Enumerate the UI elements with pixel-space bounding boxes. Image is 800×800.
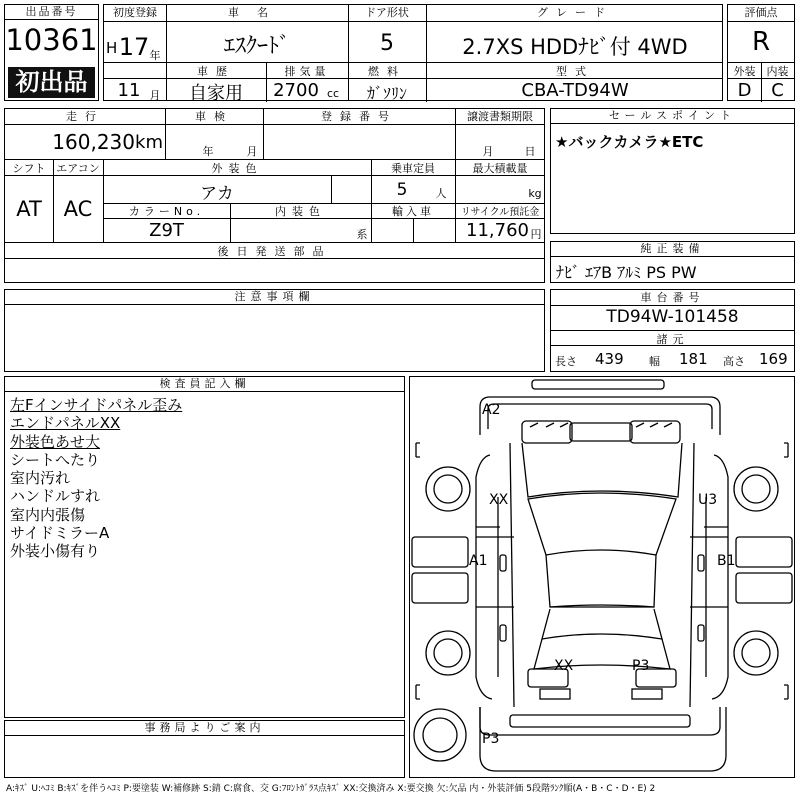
info-block bbox=[4, 108, 545, 283]
seats-unit: 人 bbox=[435, 187, 447, 200]
int-color-label: 内装色 bbox=[275, 205, 326, 218]
office-box bbox=[4, 720, 405, 778]
ext-label: 外装 bbox=[733, 65, 756, 78]
history-label: 車歴 bbox=[197, 65, 235, 78]
recycle-unit: 円 bbox=[530, 228, 542, 241]
damage-mark-A2: A2 bbox=[482, 402, 501, 418]
door: 5 bbox=[380, 31, 394, 56]
damage-mark-A1: A1 bbox=[469, 553, 488, 569]
history: 自家用 bbox=[189, 83, 243, 104]
reg-label: 初度登録 bbox=[113, 6, 157, 19]
reg-month: 11 bbox=[117, 80, 141, 101]
damage-mark-B1: B1 bbox=[717, 553, 736, 569]
int-color-suffix: 系 bbox=[356, 228, 368, 241]
score: R bbox=[751, 27, 771, 57]
load-label: 最大積載量 bbox=[472, 162, 528, 175]
chassis-box bbox=[550, 289, 795, 372]
int-score: C bbox=[771, 80, 784, 101]
import-label: 輸入車 bbox=[392, 205, 434, 218]
seats: 5 bbox=[396, 180, 408, 200]
note-line: シートへたり bbox=[10, 450, 101, 469]
shift: AT bbox=[16, 197, 42, 221]
length: 439 bbox=[595, 350, 624, 368]
door-label: ドア形状 bbox=[365, 6, 409, 19]
note-line: 室内内張傷 bbox=[10, 505, 86, 524]
width-label: 幅 bbox=[649, 355, 660, 368]
lot-box bbox=[4, 4, 99, 101]
int-label: 内装 bbox=[766, 65, 789, 78]
grade-label: グレード bbox=[537, 6, 613, 19]
note-line: 左Fインサイドパネル歪み bbox=[10, 396, 183, 414]
damage-mark-U3: U3 bbox=[698, 492, 718, 508]
model: CBA-TD94W bbox=[521, 80, 629, 101]
ac-label: エアコン bbox=[56, 162, 100, 175]
year-unit: 年 bbox=[149, 49, 161, 62]
transfer-day-unit: 日 bbox=[524, 145, 536, 158]
score-box bbox=[727, 4, 795, 101]
damage-mark-P3: P3 bbox=[632, 658, 650, 674]
car-name-label: 車名 bbox=[228, 6, 286, 19]
legend: A:ｷｽﾞ U:ﾍｺﾐ B:ｷｽﾞを伴うﾍｺﾐ P:要塗装 W:補修跡 S:錆 C:腐食、交 G:ﾌﾛﾝﾄｶﾞﾗｽ点ｷｽﾞ XX:交換済み X:要交換 欠:欠品 内・外装評価 5段階ﾗﾝｸ順(A・B・C・D・E) 2 bbox=[6, 784, 656, 794]
car-outline bbox=[410, 377, 794, 777]
first-listing-badge: 初出品 bbox=[8, 67, 95, 98]
damage-mark-XX: XX bbox=[489, 492, 509, 508]
note-line: 外装色あせ大 bbox=[10, 432, 101, 451]
seats-label: 乗車定員 bbox=[391, 162, 435, 175]
era: H bbox=[106, 39, 118, 57]
month-unit: 月 bbox=[149, 89, 161, 102]
ext-score: D bbox=[737, 80, 752, 101]
reg-year: 17 bbox=[118, 33, 150, 61]
recycle-label: リサイクル預託金 bbox=[460, 207, 540, 218]
note-line: エンドパネルXX bbox=[10, 414, 121, 433]
width: 181 bbox=[679, 350, 708, 368]
load-unit: kg bbox=[528, 187, 542, 200]
equipment-text: ﾅﾋﾞ ｴｱB ｱﾙﾐ PS PW bbox=[556, 263, 697, 282]
recycle: 11,760 bbox=[466, 220, 529, 241]
transfer-label: 譲渡書類期限 bbox=[467, 110, 533, 123]
equipment-box bbox=[550, 241, 795, 283]
note-line: 外装小傷有り bbox=[10, 542, 101, 561]
lot-label: 出品番号 bbox=[5, 5, 98, 20]
inspection-label: 車検 bbox=[195, 110, 233, 123]
sales-point-label: セールスポイント bbox=[551, 109, 794, 124]
inspection-year-unit: 年 bbox=[202, 145, 214, 158]
grade: 2.7XS HDDﾅﾋﾞ付 4WD bbox=[462, 35, 688, 59]
damage-mark-XX-rear: XX bbox=[554, 658, 574, 674]
fuel: ｶﾞｿﾘﾝ bbox=[366, 84, 407, 103]
color-label: 外装色 bbox=[211, 162, 263, 175]
car-name: ｴｽｸｰﾄﾞ bbox=[223, 34, 290, 59]
caution-box bbox=[4, 289, 545, 372]
note-line: サイドミラーA bbox=[10, 524, 110, 543]
color-no-label: カラーNo. bbox=[128, 205, 205, 218]
disp-label: 排気量 bbox=[284, 65, 330, 78]
sales-point-box bbox=[550, 108, 795, 234]
ac: AC bbox=[63, 197, 93, 221]
chassis-no: TD94W-101458 bbox=[606, 307, 739, 327]
height-label: 高さ bbox=[723, 355, 745, 368]
spec-label: 諸元 bbox=[656, 333, 689, 346]
car-diagram bbox=[409, 376, 795, 778]
model-label: 型式 bbox=[556, 65, 594, 78]
inspector-notes bbox=[10, 396, 182, 561]
office-label: 事務局よりご案内 bbox=[5, 721, 404, 736]
score-label: 評価点 bbox=[744, 6, 778, 19]
displacement: 2700 bbox=[273, 80, 319, 101]
note-line: ハンドルすれ bbox=[10, 487, 101, 506]
disp-unit: cc bbox=[326, 87, 340, 100]
lot-number: 10361 bbox=[5, 23, 98, 57]
fuel-label: 燃料 bbox=[368, 65, 406, 78]
note-line: 室内汚れ bbox=[10, 469, 71, 488]
regno-label: 登録番号 bbox=[321, 110, 397, 123]
height: 169 bbox=[759, 350, 788, 368]
later-parts-label: 後日発送部品 bbox=[217, 245, 332, 258]
sales-point-text: ★バックカメラ★ETC bbox=[555, 133, 704, 151]
damage-mark-P3-rear: P3 bbox=[482, 731, 500, 747]
length-label: 長さ bbox=[555, 355, 577, 368]
transfer-month-unit: 月 bbox=[482, 145, 494, 158]
color-no: Z9T bbox=[149, 220, 184, 241]
inspector-box bbox=[4, 376, 405, 718]
color: アカ bbox=[200, 184, 234, 204]
mileage: 160,230 bbox=[52, 130, 135, 154]
chassis-label: 車台番号 bbox=[640, 291, 705, 304]
inspection-month-unit: 月 bbox=[246, 145, 258, 158]
equipment-label: 純正装備 bbox=[551, 242, 794, 257]
inspector-label: 検査員記入欄 bbox=[5, 377, 404, 392]
header-main bbox=[103, 4, 723, 104]
mileage-unit: km bbox=[135, 132, 163, 153]
caution-label: 注意事項欄 bbox=[5, 290, 544, 305]
mileage-label: 走行 bbox=[66, 110, 104, 123]
shift-label: シフト bbox=[12, 162, 46, 175]
